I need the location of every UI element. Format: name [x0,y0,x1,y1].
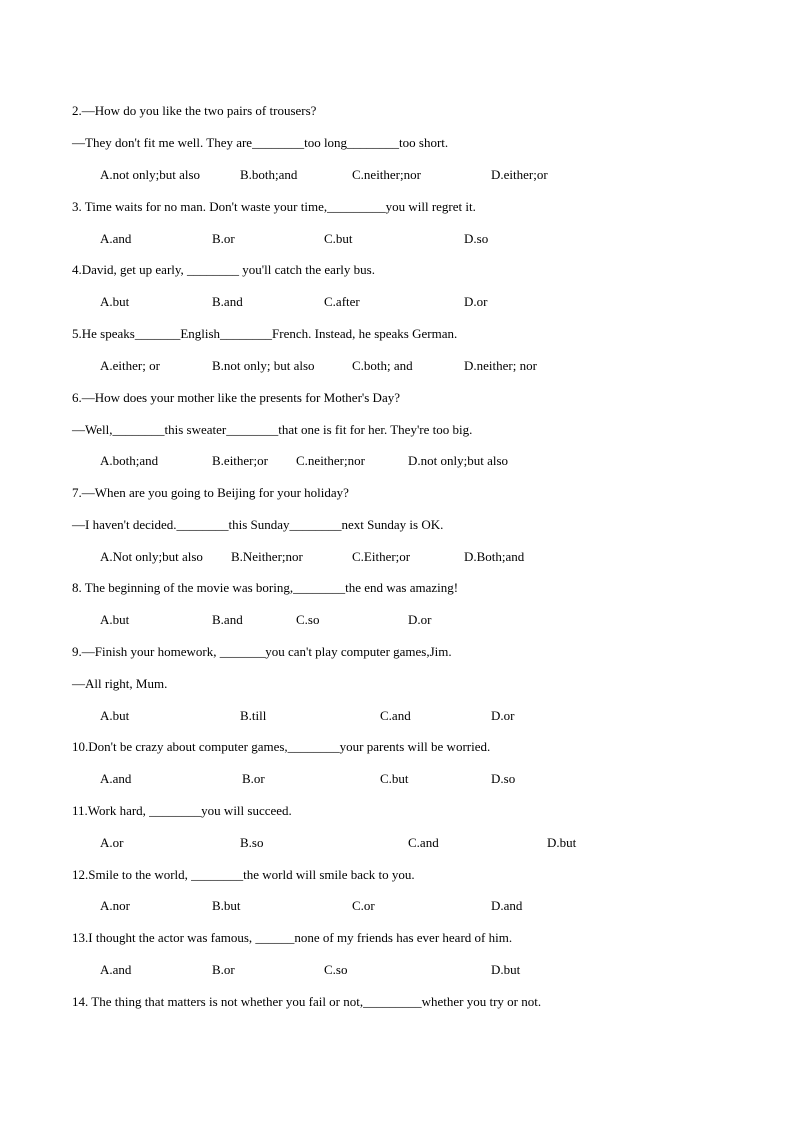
question-13-option-a: A.and [100,962,132,977]
question-9-option-a: A.but [100,708,130,723]
question-2-option-c: C.neither;nor [352,167,421,182]
question-7-option-d: D.Both;and [464,549,525,564]
question-11-option-d: D.but [547,835,577,850]
question-10-option-c: C.but [380,771,409,786]
question-14-stem: 14. The thing that matters is not whether you fail or not,_________whether you try or not. [72,994,542,1009]
question-10-stem: 10.Don't be crazy about computer games,________your parents will be worried. [72,739,491,754]
question-5-option-d: D.neither; nor [464,358,537,373]
question-11-stem: 11.Work hard, ________you will succeed. [72,803,292,818]
question-2-reply: —They don't fit me well. They are________too long________too short. [72,135,449,150]
question-9-option-c: C.and [380,708,411,723]
question-13-option-b: B.or [212,962,235,977]
question-4-option-d: D.or [464,294,488,309]
question-6-option-b: B.either;or [212,453,268,468]
question-2-option-a: A.not only;but also [100,167,201,182]
question-13-option-c: C.so [324,962,348,977]
question-9-reply: —All right, Mum. [72,676,168,691]
question-3-option-c: C.but [324,231,353,246]
question-12-stem: 12.Smile to the world, ________the world will smile back to you. [72,867,415,882]
question-10-option-b: B.or [242,771,265,786]
question-9-option-d: D.or [491,708,515,723]
question-8-option-d: D.or [408,612,432,627]
question-4-option-a: A.but [100,294,130,309]
question-13-stem: 13.I thought the actor was famous, ______none of my friends has ever heard of him. [72,930,513,945]
question-11-option-b: B.so [240,835,264,850]
question-7-option-b: B.Neither;nor [231,549,303,564]
question-9-stem: 9.—Finish your homework, _______you can't play computer games,Jim. [72,644,452,659]
question-2-option-b: B.both;and [240,167,298,182]
question-7-reply: —I haven't decided.________this Sunday________next Sunday is OK. [72,517,444,532]
question-6-reply: —Well,________this sweater________that one is fit for her. They're too big. [72,422,473,437]
question-7-option-a: A.Not only;but also [100,549,203,564]
question-2-stem: 2.—How do you like the two pairs of trousers? [72,103,317,118]
question-6-stem: 6.—How does your mother like the presents for Mother's Day? [72,390,400,405]
question-12-option-b: B.but [212,898,241,913]
question-12-option-c: C.or [352,898,375,913]
question-5-option-c: C.both; and [352,358,413,373]
question-4-stem: 4.David, get up early, ________ you'll catch the early bus. [72,262,375,277]
question-13-option-d: D.but [491,962,521,977]
question-6-option-a: A.both;and [100,453,159,468]
question-12-option-d: D.and [491,898,523,913]
question-12-option-a: A.nor [100,898,130,913]
question-8-option-c: C.so [296,612,320,627]
question-3-stem: 3. Time waits for no man. Don't waste your time,_________you will regret it. [72,199,476,214]
question-10-option-d: D.so [491,771,516,786]
question-8-stem: 8. The beginning of the movie was boring,________the end was amazing! [72,580,459,595]
question-4-option-c: C.after [324,294,360,309]
question-5-option-b: B.not only; but also [212,358,315,373]
question-7-stem: 7.—When are you going to Beijing for your holiday? [72,485,349,500]
question-8-option-a: A.but [100,612,130,627]
question-8-option-b: B.and [212,612,243,627]
question-4-option-b: B.and [212,294,243,309]
question-5-stem: 5.He speaks_______English________French. Instead, he speaks German. [72,326,458,341]
question-3-option-b: B.or [212,231,235,246]
question-6-option-d: D.not only;but also [408,453,509,468]
question-5-option-a: A.either; or [100,358,160,373]
question-2-option-d: D.either;or [491,167,548,182]
question-3-option-a: A.and [100,231,132,246]
question-6-option-c: C.neither;nor [296,453,365,468]
question-11-option-c: C.and [408,835,439,850]
question-9-option-b: B.till [240,708,267,723]
question-3-option-d: D.so [464,231,489,246]
question-10-option-a: A.and [100,771,132,786]
question-11-option-a: A.or [100,835,124,850]
question-7-option-c: C.Either;or [352,549,411,564]
